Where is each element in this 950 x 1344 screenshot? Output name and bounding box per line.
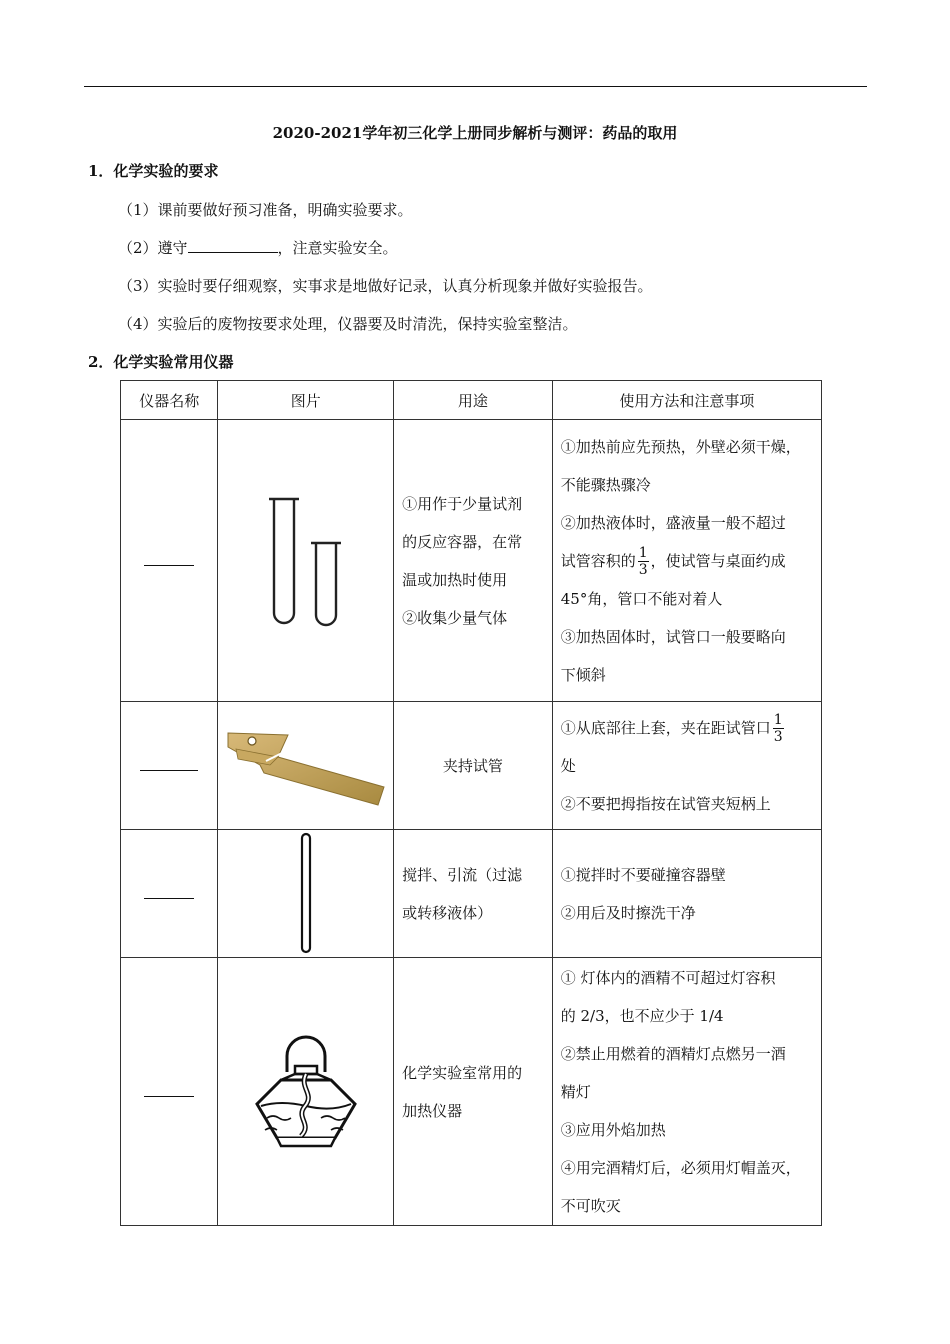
table-row xyxy=(121,958,822,1226)
use-cell: ①用作于少量试剂 的反应容器，在常 温或加热时使用 ②收集少量气体 xyxy=(394,420,553,702)
fraction: $\frac{1}{3}$ xyxy=(638,545,648,578)
answer-blank[interactable] xyxy=(144,1096,194,1097)
alcohol-lamp-icon xyxy=(251,1032,361,1152)
name-blank xyxy=(121,702,218,830)
use-cell: 夹持试管 xyxy=(394,702,553,830)
requirement-2: （2）遵守 ，注意实验安全。 xyxy=(118,239,398,257)
name-blank xyxy=(121,830,218,958)
answer-blank[interactable] xyxy=(140,770,198,771)
fraction: $\frac{1}{3}$ xyxy=(773,712,783,745)
image-cell xyxy=(218,420,394,702)
answer-blank[interactable] xyxy=(144,898,194,899)
requirement-1: （1）课前要做好预习准备，明确实验要求。 xyxy=(118,201,413,219)
image-cell xyxy=(218,830,394,958)
table-row xyxy=(121,420,822,702)
table-row xyxy=(121,830,822,958)
use-cell: 化学实验室常用的 加热仪器 xyxy=(394,958,553,1226)
section2-heading: 2．化学实验常用仪器 xyxy=(88,353,234,371)
answer-blank[interactable] xyxy=(144,565,194,566)
header-rule xyxy=(84,86,867,87)
notes-cell: ①加热前应先预热，外壁必须干燥， 不能骤热骤冷 ②加热液体时，盛液量一般不超过 试管容积的 $\frac{1}{3}$ ，使试管与桌面约成 45°角，管口不能对着人 ③加热固体时，试管口一般要略向 下倾斜 xyxy=(552,420,821,702)
notes-cell: ① 灯体内的酒精不可超过灯容积 的 2/3，也不应少于 1/4 ②禁止用燃着的酒精灯点燃另一酒 精灯 ③应用外焰加热 ④用完酒精灯后，必须用灯帽盖灭， 不可吹灭 xyxy=(552,958,821,1226)
table-row xyxy=(121,702,822,830)
instrument-table xyxy=(120,380,822,1226)
glass-rod-icon xyxy=(296,832,316,956)
image-cell xyxy=(218,702,394,830)
requirement-4: （4）实验后的废物按要求处理，仪器要及时清洗，保持实验室整洁。 xyxy=(118,315,578,333)
header-name: 仪器名称 xyxy=(121,381,218,420)
name-blank xyxy=(121,420,218,702)
header-use: 用途 xyxy=(394,381,553,420)
header-image: 图片 xyxy=(218,381,394,420)
notes-cell: ①从底部往上套，夹在距试管口 $\frac{1}{3}$ 处 ②不要把拇指按在试管夹短柄上 xyxy=(552,702,821,830)
name-blank xyxy=(121,958,218,1226)
test-tube-holder-icon xyxy=(226,721,386,811)
table-header-row xyxy=(121,381,822,420)
fill-blank[interactable] xyxy=(188,238,278,253)
section1-heading: 1．化学实验的要求 xyxy=(88,162,219,180)
notes-cell: ①搅拌时不要碰撞容器壁 ②用后及时擦洗干净 xyxy=(552,830,821,958)
page-title: 2020-2021学年初三化学上册同步解析与测评：药品的取用 xyxy=(272,124,678,142)
requirement-3: （3）实验时要仔细观察，实事求是地做好记录，认真分析现象并做好实验报告。 xyxy=(118,277,653,295)
test-tube-icon xyxy=(261,491,351,631)
use-cell: 搅拌、引流（过滤 或转移液体） xyxy=(394,830,553,958)
image-cell xyxy=(218,958,394,1226)
header-notes: 使用方法和注意事项 xyxy=(552,381,821,420)
